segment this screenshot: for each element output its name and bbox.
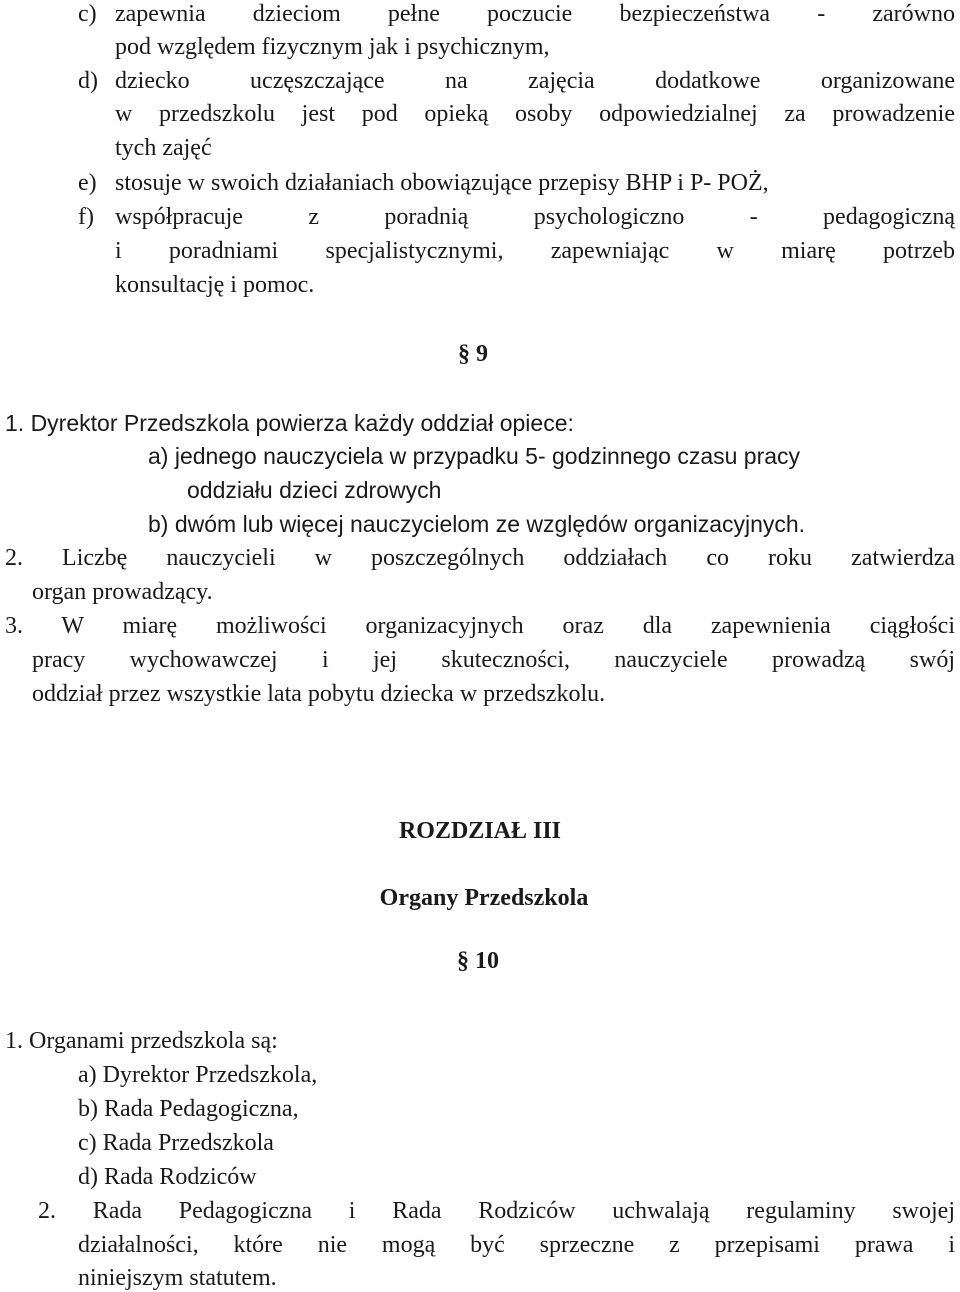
item-f-line-2: i poradniami specjalistycznymi, zapewniając w miarę potrzeb xyxy=(115,238,955,264)
organ-item-d: d) Rada Rodziców xyxy=(78,1164,257,1190)
section-9-p3-line-3: oddział przez wszystkie lata pobytu dziecka w przedszkolu. xyxy=(32,681,606,707)
section-10-heading: § 10 xyxy=(457,948,499,974)
item-d-line-1: dziecko uczęszczające na zajęcia dodatkowe organizowane xyxy=(115,68,955,94)
item-e-line-1: stosuje w swoich działaniach obowiązujące przepisy BHP i P- POŻ, xyxy=(115,170,769,196)
chapter-subtitle: Organy Przedszkola xyxy=(379,885,589,911)
item-d-line-3: tych zajęć xyxy=(115,135,212,161)
section-9-p1a-line-2: oddziału dzieci zdrowych xyxy=(187,477,442,503)
section-9-p2-line-1: 2. Liczbę nauczycieli w poszczególnych oddziałach co roku zatwierdza xyxy=(5,545,955,571)
item-e-letter: e) xyxy=(78,170,97,196)
item-c-line-1: zapewnia dzieciom pełne poczucie bezpieczeństwa - zarówno xyxy=(115,1,955,27)
section-10-p2-line-1: 2. Rada Pedagogiczna i Rada Rodziców uchwalają regulaminy swojej xyxy=(38,1198,955,1224)
section-10-p2-line-3: niniejszym statutem. xyxy=(78,1265,277,1291)
item-f-line-1: współpracuje z poradnią psychologiczno - pedagogiczną xyxy=(115,204,955,230)
item-f-line-3: konsultację i pomoc. xyxy=(115,272,315,298)
item-c-letter: c) xyxy=(78,1,97,27)
section-10-p1: 1. Organami przedszkola są: xyxy=(5,1028,278,1054)
organ-item-c: c) Rada Przedszkola xyxy=(78,1130,274,1156)
item-c-line-2: pod względem fizycznym jak i psychicznym, xyxy=(115,34,550,60)
organ-item-b: b) Rada Pedagogiczna, xyxy=(78,1096,299,1122)
section-9-p2-line-2: organ prowadzący. xyxy=(32,579,213,605)
organ-item-a: a) Dyrektor Przedszkola, xyxy=(78,1062,318,1088)
section-9-p1: 1. Dyrektor Przedszkola powierza każdy oddział opiece: xyxy=(5,410,574,436)
section-9-heading: § 9 xyxy=(458,341,488,367)
item-d-letter: d) xyxy=(78,68,98,94)
section-9-p3-line-2: pracy wychowawczej i jej skuteczności, nauczyciele prowadzą swój xyxy=(32,647,955,673)
section-10-p2-line-2: działalności, które nie mogą być sprzeczne z przepisami prawa i xyxy=(78,1232,955,1258)
chapter-title: ROZDZIAŁ III xyxy=(398,818,562,844)
section-9-p3-line-1: 3. W miarę możliwości organizacyjnych oraz dla zapewnienia ciągłości xyxy=(5,613,955,639)
section-9-p1b: b) dwóm lub więcej nauczycielom ze względów organizacyjnych. xyxy=(148,511,806,537)
item-d-line-2: w przedszkolu jest pod opieką osoby odpowiedzialnej za prowadzenie xyxy=(115,101,955,127)
item-f-letter: f) xyxy=(78,204,94,230)
section-9-p1a-line-1: a) jednego nauczyciela w przypadku 5- godzinnego czasu pracy xyxy=(148,443,801,469)
